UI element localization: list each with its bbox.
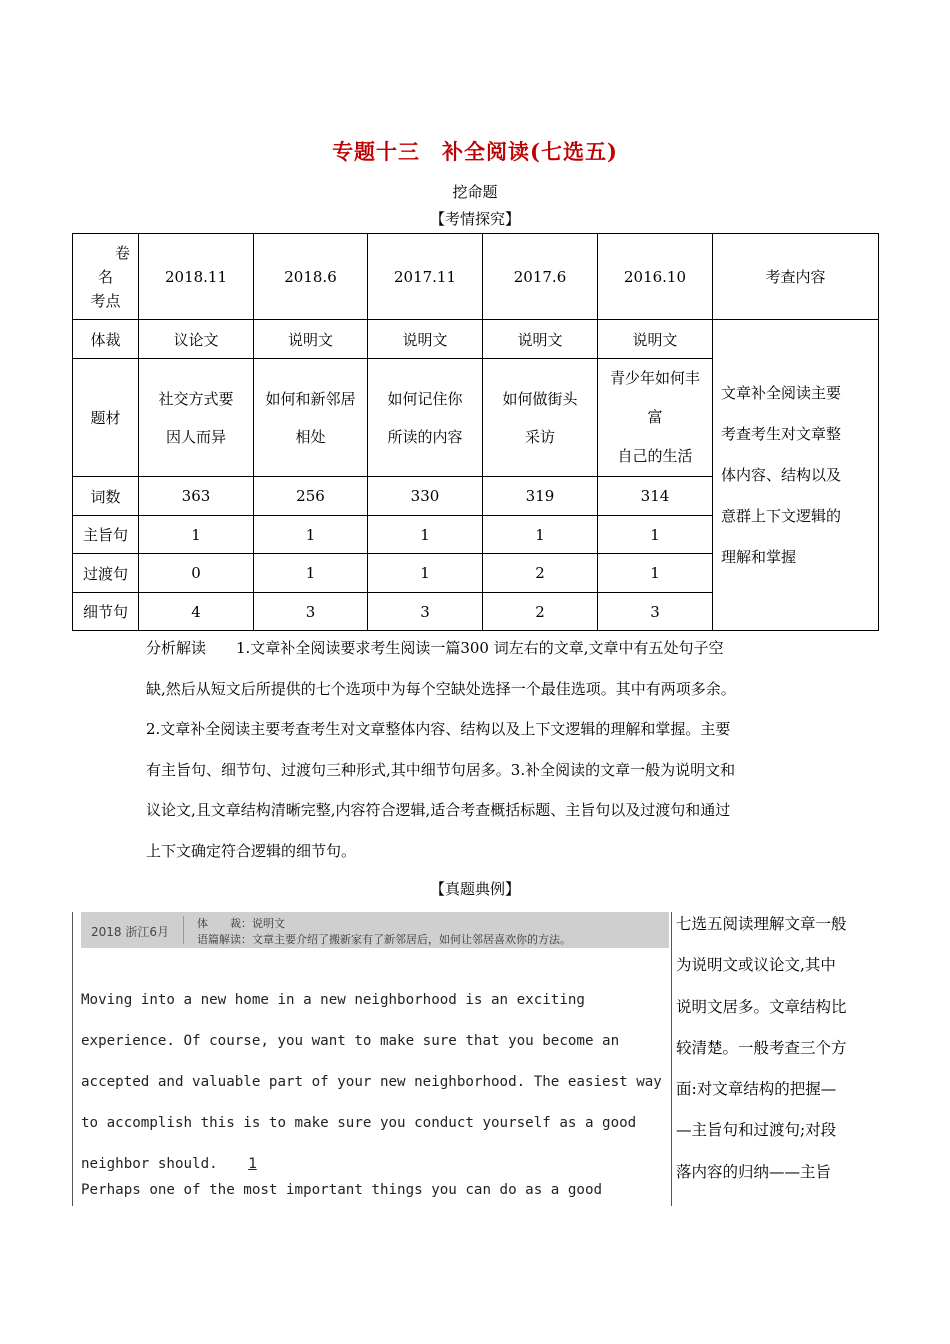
- passage-line: Perhaps one of the most important things you can do as a good: [81, 1182, 603, 1198]
- cell-line: 如何做街头: [502, 389, 578, 408]
- table-cell: 256: [254, 477, 368, 516]
- table-cell: 2: [483, 593, 598, 631]
- table-cell: 2: [483, 554, 598, 593]
- table-cell: 说明文: [368, 320, 483, 359]
- blank-1: 1: [248, 1156, 257, 1172]
- example-passage: [81, 980, 666, 1201]
- page-title: 专题十三 补全阅读(七选五): [332, 139, 618, 164]
- analysis-line: 有主旨句、细节句、过渡句三种形式,其中细节句居多。3.补全阅读的文章一般为说明文和: [146, 760, 736, 779]
- section-heading-exam: 【考情探究】: [429, 210, 520, 228]
- table-cell: 说明文: [598, 320, 713, 359]
- table-row: [73, 320, 879, 359]
- table-cell: 说明文: [254, 320, 368, 359]
- table-cell: 1: [139, 516, 254, 554]
- content-description-cell: [713, 320, 879, 631]
- corner-label: 卷: [114, 243, 130, 262]
- table-cell: 1: [368, 554, 483, 593]
- passage-line: experience. Of course, you want to make sure that you become an: [81, 1033, 620, 1049]
- passage-line: accepted and valuable part of your new neighborhood. The easiest way: [81, 1074, 662, 1090]
- side-note-line: 面:对文章结构的把握—: [676, 1080, 837, 1099]
- analysis-line: 缺,然后从短文后所提供的七个选项中为每个空缺处选择一个最佳选项。其中有两项多余。: [146, 679, 736, 698]
- cell-line: 如何和新邻居: [265, 389, 356, 408]
- table-cell: [254, 359, 368, 477]
- table-cell: 1: [368, 516, 483, 554]
- content-line: 理解和掌握: [721, 547, 797, 566]
- table-header-row: [73, 234, 879, 320]
- table-cell: [139, 359, 254, 477]
- section-heading-example: 【真题典例】: [429, 880, 520, 898]
- table-cell: 363: [139, 477, 254, 516]
- table-cell: 3: [368, 593, 483, 631]
- exam-analysis-table: [72, 233, 879, 631]
- cell-line: 因人而异: [165, 427, 226, 446]
- example-reading-note: 语篇解读：文章主要介绍了搬新家有了新邻居后，如何让邻居喜欢你的方法。: [197, 933, 571, 946]
- row-label: 过渡句: [73, 554, 139, 593]
- side-note-line: 说明文居多。文章结构比: [676, 997, 847, 1016]
- side-note-line: 较清楚。一般考查三个方: [676, 1038, 847, 1057]
- content-line: 考查考生对文章整: [721, 424, 842, 443]
- table-cell: 说明文: [483, 320, 598, 359]
- example-year-tag: 2018 浙江6月: [91, 925, 169, 939]
- year-header: 2018.11: [139, 234, 254, 320]
- table-cell: 1: [598, 554, 713, 593]
- cell-line: 采访: [524, 427, 555, 446]
- table-cell: 3: [254, 593, 368, 631]
- table-cell: [483, 359, 598, 477]
- row-label: 主旨句: [73, 516, 139, 554]
- cell-line: 所读的内容: [387, 427, 463, 446]
- cell-line: 相处: [295, 427, 326, 446]
- row-label: 词数: [73, 477, 139, 516]
- subtitle: 挖命题: [452, 183, 498, 201]
- table-cell: 1: [598, 516, 713, 554]
- table-cell: 1: [254, 554, 368, 593]
- table-cell: 1: [254, 516, 368, 554]
- content-header: 考查内容: [713, 234, 879, 320]
- table-cell: [368, 359, 483, 477]
- analysis-line: 分析解读 1.文章补全阅读要求考生阅读一篇300 词左右的文章,文章中有五处句子空: [146, 639, 724, 657]
- year-header: 2017.6: [483, 234, 598, 320]
- passage-line: Moving into a new home in a new neighborhood is an exciting: [81, 992, 585, 1008]
- corner-label: 名: [97, 267, 113, 286]
- side-note: [676, 904, 871, 1193]
- example-header-bar: [81, 912, 669, 948]
- row-label: 细节句: [73, 593, 139, 631]
- passage-text: neighbor should.: [81, 1156, 218, 1172]
- year-header: 2018.6: [254, 234, 368, 320]
- analysis-line: 2.文章补全阅读主要考查考生对文章整体内容、结构以及上下文逻辑的理解和掌握。主要: [146, 720, 731, 738]
- table-cell: 314: [598, 477, 713, 516]
- corner-label: 考点: [90, 291, 121, 310]
- table-cell: [598, 359, 713, 477]
- content-line: 文章补全阅读主要: [721, 383, 842, 402]
- table-cell: 1: [483, 516, 598, 554]
- analysis-line: 议论文,且文章结构清晰完整,内容符合逻辑,适合考查概括标题、主旨句以及过渡句和通过: [146, 801, 731, 819]
- cell-line: 青少年如何丰: [609, 369, 700, 387]
- row-label: 体裁: [73, 320, 139, 359]
- table-cell: 4: [139, 593, 254, 631]
- side-note-line: —主旨句和过渡句;对段: [676, 1121, 837, 1140]
- side-note-line: 七选五阅读理解文章一般: [676, 915, 847, 933]
- table-cell: 议论文: [139, 320, 254, 359]
- analysis-paragraph: [146, 628, 814, 871]
- content-line: 意群上下文逻辑的: [721, 506, 842, 525]
- example-genre: 体 裁：说明文: [197, 917, 285, 930]
- table-cell: 0: [139, 554, 254, 593]
- year-header: 2016.10: [598, 234, 713, 320]
- cell-line: 富: [647, 408, 663, 426]
- side-note-line: 为说明文或议论文,其中: [676, 956, 836, 975]
- row-label: 题材: [73, 359, 139, 477]
- passage-line: to accomplish this is to make sure you conduct yourself as a good: [81, 1115, 637, 1131]
- content-line: 体内容、结构以及: [721, 465, 842, 484]
- table-cell: 3: [598, 593, 713, 631]
- table-cell: 319: [483, 477, 598, 516]
- header-divider: [183, 916, 184, 944]
- year-header: 2017.11: [368, 234, 483, 320]
- example-box: [72, 912, 672, 1206]
- table-corner-cell: [73, 234, 139, 320]
- cell-line: 如何记住你: [387, 389, 463, 408]
- side-note-line: 落内容的归纳——主旨: [676, 1162, 832, 1181]
- analysis-line: 上下文确定符合逻辑的细节句。: [146, 841, 357, 860]
- table-cell: 330: [368, 477, 483, 516]
- cell-line: 自己的生活: [617, 447, 693, 465]
- cell-line: 社交方式要: [158, 389, 234, 408]
